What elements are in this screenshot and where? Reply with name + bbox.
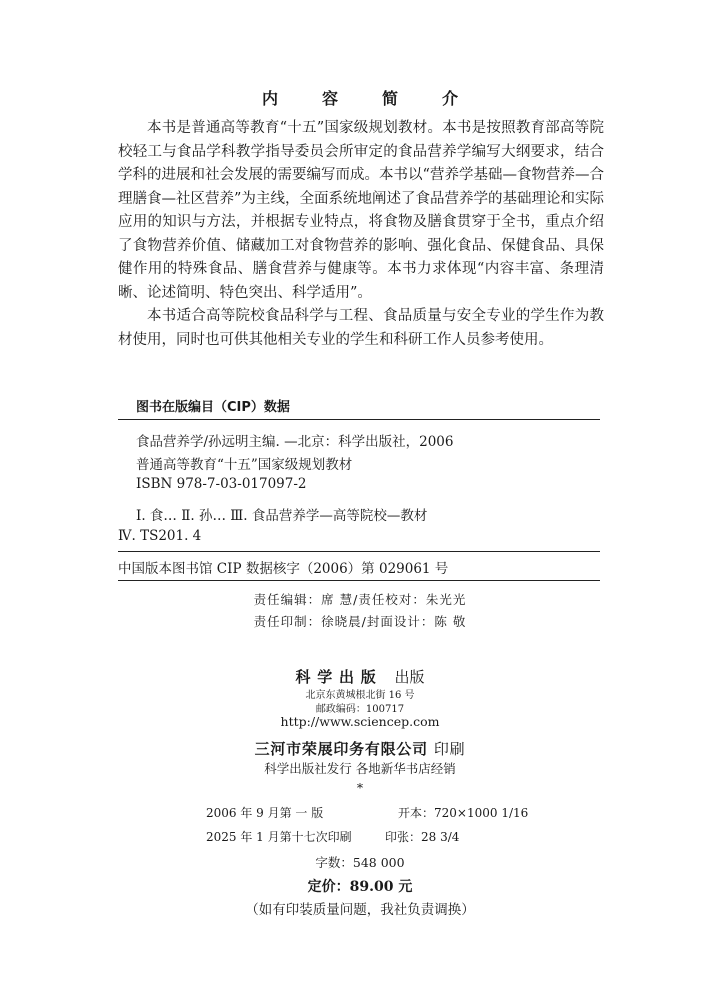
publisher-suffix: 出版 bbox=[394, 668, 425, 686]
price: 定价：89.00 元 bbox=[307, 879, 413, 895]
distribution-line: 科学出版社发行 各地新华书店经销 bbox=[264, 761, 456, 776]
publisher-url: http://www.sciencep.com bbox=[280, 714, 440, 729]
cip-title-line: 食品营养学/孙远明主编. —北京：科学出版社，2006 bbox=[136, 434, 454, 450]
production-credits: 责任印制：徐晓晨/封面设计：陈 敬 bbox=[253, 614, 467, 629]
summary-paragraph-2: 本书适合高等院校食品科学与工程、食品质量与安全专业的学生作为教材使用，同时也可供其他相关专业的学生和科研工作人员参考使用。 bbox=[118, 308, 604, 348]
publisher-address: 北京东黄城根北街 16 号 bbox=[305, 690, 415, 701]
summary-paragraph-1: 本书是普通高等教育“十五”国家级规划教材。本书是按照教育部高等院校轻工与食品学科教学指导委员会所审定的食品营养学编写大纲要求，结合学科的进展和社会发展的需要编写而成。本书以“营养学基础—食物营养—合理膳食—社区营养”为主线，全面系统地阐述了食品营养学的基础理论和实际应用的知识与方法，并根据专业特点，将食物及膳食贯穿于全书，重点介绍了食物营养价值、储藏加工对食物营养的影响、强化食品、保健食品、具保健作用的特殊食品、膳食营养与健康等。本书力求体现“内容丰富、条理清晰、论述简明、特色突出、科学适用”。 bbox=[118, 120, 604, 301]
printer-company: 三河市荣展印务有限公司 bbox=[254, 740, 428, 758]
edition-first: 2006 年 9 月第 一 版 bbox=[206, 806, 324, 820]
printer-suffix: 印刷 bbox=[433, 740, 466, 758]
printer-name bbox=[0, 738, 720, 759]
cip-top-rule bbox=[118, 419, 600, 420]
separator-star: * bbox=[356, 780, 364, 795]
cip-isbn-line: ISBN 978-7-03-017097-2 bbox=[136, 476, 307, 492]
cip-series-line: 普通高等教育“十五”国家级规划教材 bbox=[136, 457, 353, 473]
editor-credits: 责任编辑：席 慧/责任校对：朱光光 bbox=[253, 592, 467, 607]
content-summary bbox=[118, 117, 604, 352]
publisher-postcode: 邮政编码：100717 bbox=[315, 704, 405, 715]
quality-note: （如有印装质量问题，我社负责调换） bbox=[245, 902, 475, 918]
cip-middle-rule bbox=[118, 551, 600, 552]
publisher-logo-text: 科学出版 bbox=[295, 668, 383, 686]
book-format: 开本：720×1000 1/16 bbox=[398, 806, 529, 820]
cip-bottom-rule bbox=[118, 580, 600, 581]
cip-subject-line: Ⅰ. 食… Ⅱ. 孙… Ⅲ. 食品营养学—高等院校—教材 bbox=[136, 508, 428, 524]
cip-heading: 图书在版编目（CIP）数据 bbox=[136, 400, 290, 415]
cip-verify-line: 中国版本图书馆 CIP 数据核字（2006）第 029061 号 bbox=[118, 561, 449, 577]
word-count: 字数：548 000 bbox=[315, 855, 405, 870]
publisher-name bbox=[0, 666, 720, 687]
cip-classification-line: Ⅳ. TS201. 4 bbox=[118, 528, 202, 544]
edition-print: 2025 年 1 月第十七次印刷 bbox=[206, 830, 352, 844]
page-title: 内 容 简 介 bbox=[262, 89, 478, 108]
print-sheets: 印张：28 3/4 bbox=[385, 830, 460, 844]
